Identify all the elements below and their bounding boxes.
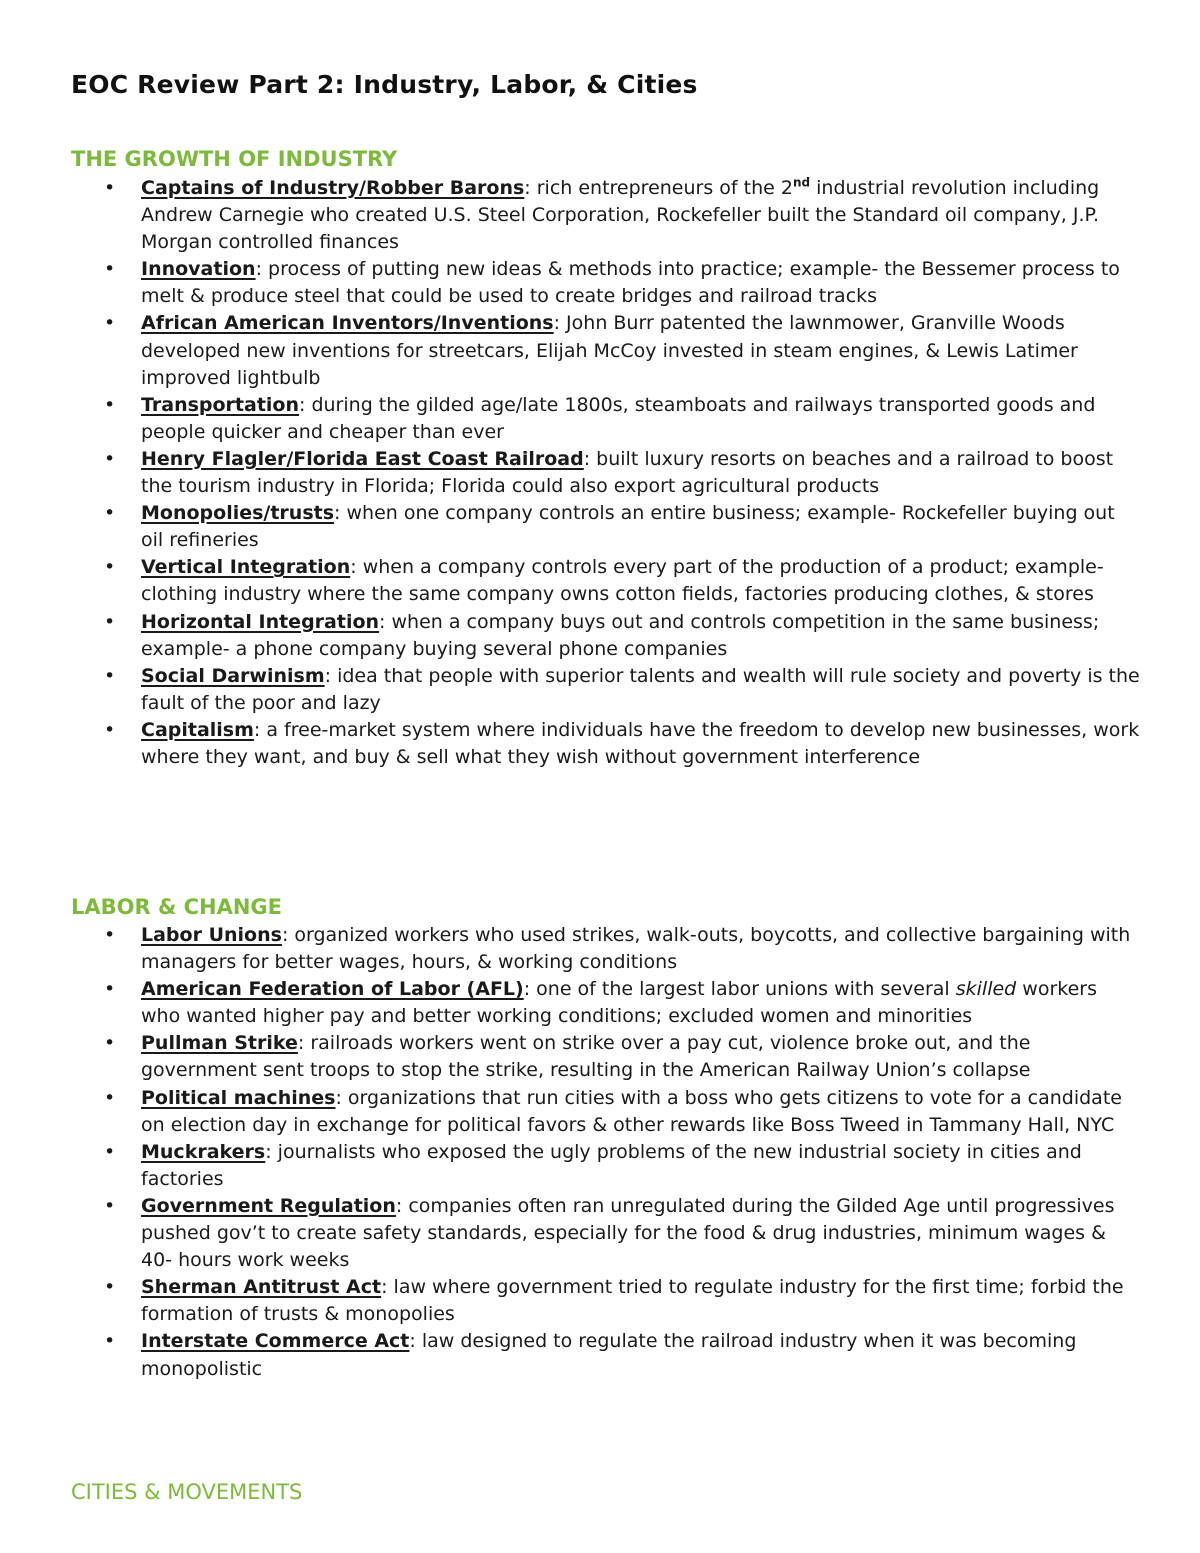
list-item: [0, 663, 1140, 717]
definition: : law designed to regulate the railroad industry when it was becoming monopolistic: [141, 1330, 1077, 1380]
term: Social Darwinism: [141, 664, 325, 687]
bullet-icon: •: [104, 924, 116, 946]
section-heading-growth-of-industry: THE GROWTH OF INDUSTRY: [71, 147, 398, 171]
term-list-growth-of-industry: [0, 175, 1140, 771]
definition: : law where government tried to regulate industry for the first time; forbid the formation of trusts & monopolies: [141, 1276, 1124, 1326]
definition: : a free-market system where individuals have the freedom to develop new businesses, work where they want, and buy & sell what they wish without government interference: [141, 718, 1140, 768]
list-item: [0, 922, 1140, 976]
bullet-icon: •: [104, 502, 116, 525]
list-item: [0, 717, 1140, 771]
bullet-icon: •: [104, 664, 116, 687]
list-item: [0, 1085, 1140, 1139]
term: Interstate Commerce Act: [141, 1330, 410, 1353]
term: Henry Flagler/Florida East Coast Railroad: [141, 447, 584, 470]
list-item: [0, 609, 1140, 663]
list-item: [0, 446, 1140, 500]
term: Monopolies/trusts: [141, 502, 335, 525]
bullet-icon: •: [104, 978, 116, 1001]
bullet-icon: •: [104, 1086, 116, 1109]
bullet-icon: •: [104, 1276, 116, 1299]
term: Muckrakers: [141, 1140, 266, 1163]
definition: : when a company buys out and controls competition in the same business; example- a phone company buying several phone companies: [141, 610, 1100, 660]
term: Labor Unions: [141, 924, 282, 946]
term: Pullman Strike: [141, 1032, 298, 1055]
term: American Federation of Labor (AFL): [141, 978, 524, 1001]
bullet-icon: •: [104, 718, 116, 741]
term: Political machines: [141, 1086, 336, 1109]
list-item: [0, 554, 1140, 608]
bullet-icon: •: [104, 1032, 116, 1055]
term: Captains of Industry/Robber Barons: [141, 177, 525, 199]
list-item: [0, 1139, 1140, 1193]
list-item: [0, 256, 1140, 310]
term: Sherman Antitrust Act: [141, 1276, 382, 1299]
bullet-icon: •: [104, 1140, 116, 1163]
definition: : when a company controls every part of the production of a product; example- clothing industry where the same company owns cotton fields, factories producing clothes, & stores: [141, 556, 1104, 606]
definition: : rich entrepreneurs of the 2: [524, 177, 793, 199]
term: Horizontal Integration: [141, 610, 380, 633]
definition: : organizations that run cities with a boss who gets citizens to vote for a candidate on election day in exchange for political favors & other rewards like Boss Tweed in Tammany Hall, NYC: [141, 1086, 1122, 1136]
list-item: [0, 392, 1140, 446]
term-list-labor-and-change: [0, 922, 1140, 1383]
bullet-icon: •: [104, 312, 116, 335]
term: Transportation: [141, 393, 300, 416]
bullet-icon: •: [104, 447, 116, 470]
ordinal-suffix: nd: [792, 175, 811, 190]
list-item: [0, 1030, 1140, 1084]
emphasis: skilled: [955, 978, 1017, 1001]
definition: : idea that people with superior talents and wealth will rule society and poverty is the fault of the poor and lazy: [141, 664, 1140, 714]
list-item: [0, 310, 1140, 391]
definition: industrial revolution including Andrew Carnegie who created U.S. Steel Corporation, Rockefeller built the Standard oil company, J.P. Morgan controlled finances: [141, 177, 1100, 254]
bullet-icon: •: [104, 1194, 116, 1217]
list-item: [0, 1328, 1140, 1382]
list-item: [0, 1193, 1140, 1274]
definition: : built luxury resorts on beaches and a railroad to boost the tourism industry in Florida; Florida could also export agricultural products: [141, 447, 1114, 498]
definition: : journalists who exposed the ugly problems of the new industrial society in cities and factories: [141, 1140, 1082, 1190]
term: African American Inventors/Inventions: [141, 312, 554, 335]
bullet-icon: •: [104, 556, 116, 579]
definition: : when one company controls an entire business; example- Rockefeller buying out oil refineries: [141, 502, 1115, 552]
term: Vertical Integration: [141, 556, 351, 579]
definition: : during the gilded age/late 1800s, steamboats and railways transported goods and people quicker and cheaper than ever: [141, 393, 1096, 443]
list-item: [0, 1274, 1140, 1328]
bullet-icon: •: [104, 393, 116, 416]
term: Innovation: [141, 258, 256, 281]
section-heading-cities-and-movements: CITIES & MOVEMENTS: [71, 1480, 303, 1504]
list-item: [0, 500, 1140, 554]
definition: : one of the largest labor unions with several: [523, 978, 956, 1001]
term: Government Regulation: [141, 1194, 396, 1217]
bullet-icon: •: [104, 1330, 116, 1353]
list-item: [0, 976, 1140, 1030]
bullet-icon: •: [104, 177, 116, 199]
document-title: EOC Review Part 2: Industry, Labor, & Cities: [71, 70, 698, 99]
list-item: [0, 175, 1140, 256]
bullet-icon: •: [104, 610, 116, 633]
definition: : organized workers who used strikes, walk-outs, boycotts, and collective bargaining with managers for better wages, hours, & working conditions: [141, 924, 1131, 974]
definition: : companies often ran unregulated during the Gilded Age until progressives pushed gov’t to create safety standards, especially for the food & drug industries, minimum wages & 40- hours work weeks: [141, 1194, 1115, 1272]
bullet-icon: •: [104, 258, 116, 281]
definition: : process of putting new ideas & methods into practice; example- the Bessemer process to melt & produce steel that could be used to create bridges and railroad tracks: [141, 258, 1120, 308]
definition: : John Burr patented the lawnmower, Granville Woods developed new inventions for streetcars, Elijah McCoy invested in steam engines, & Lewis Latimer improved lightbulb: [141, 312, 1078, 389]
term: Capitalism: [141, 718, 254, 741]
definition: workers who wanted higher pay and better working conditions; excluded women and minorities: [141, 978, 1097, 1028]
definition: : railroads workers went on strike over a pay cut, violence broke out, and the government sent troops to stop the strike, resulting in the American Railway Union’s collapse: [141, 1032, 1031, 1082]
section-heading-labor-and-change: LABOR & CHANGE: [71, 895, 282, 919]
